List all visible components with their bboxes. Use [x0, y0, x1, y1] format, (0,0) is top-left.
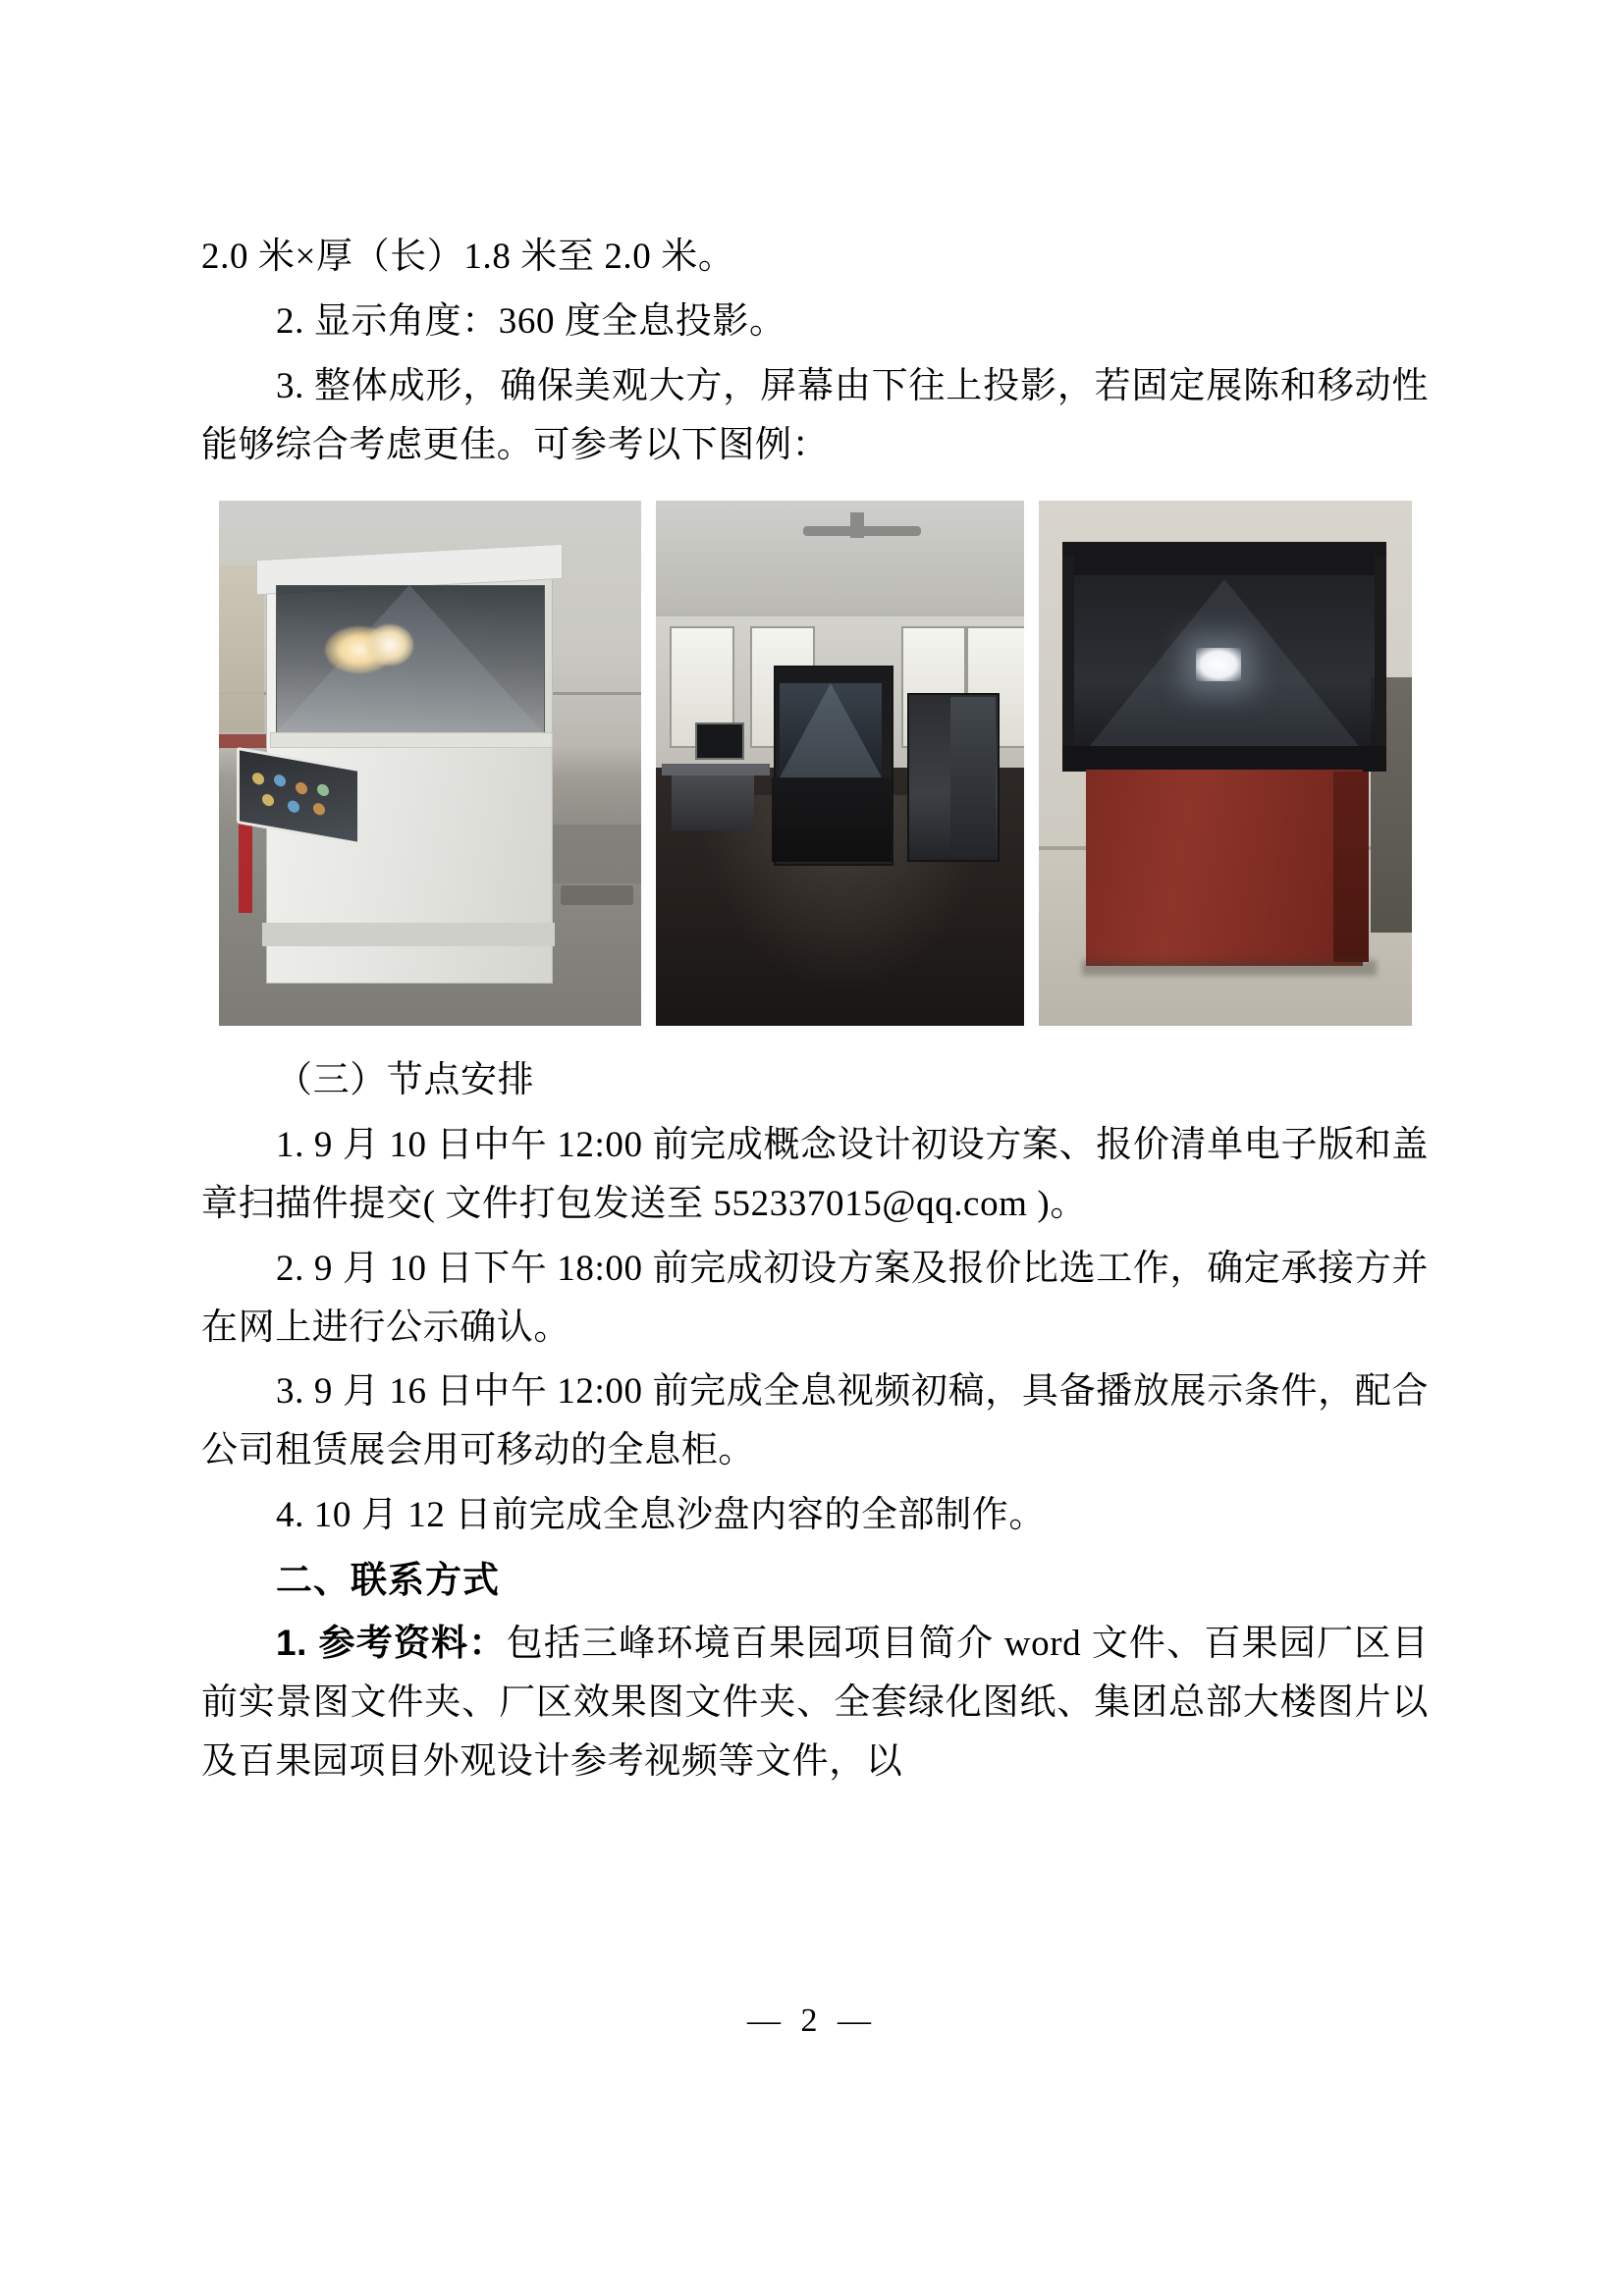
- paragraph-item-2: 2. 显示角度：360 度全息投影。: [276, 300, 786, 342]
- heading-contact: 二、联系方式: [276, 1560, 500, 1601]
- figure-group: [219, 501, 1412, 1026]
- schedule-item-2: 2. 9 月 10 日下午 18:00 前完成初设方案及报价比选工作，确定承接方并在网上进行公示确认。: [201, 1248, 1429, 1348]
- schedule-item-4: 4. 10 月 12 日前完成全息沙盘内容的全部制作。: [276, 1495, 1046, 1536]
- page-content: [201, 228, 1429, 1797]
- photo-white-holographic-cabinet: [219, 501, 641, 1026]
- photo-black-holographic-box-red-base: [1039, 501, 1412, 1026]
- paragraph-dimension: 2.0 米×厚（长）1.8 米至 2.0 米。: [201, 237, 735, 277]
- section-heading-node-arrangement: （三）节点安排: [276, 1059, 535, 1100]
- reference-materials-lead: 1. 参考资料：: [276, 1623, 507, 1664]
- schedule-item-3: 3. 9 月 16 日中午 12:00 前完成全息视频初稿，具备播放展示条件，配合公司租赁展会用可移动的全息柜。: [201, 1371, 1429, 1471]
- paragraph-item-3: 3. 整体成形，确保美观大方，屏幕由下往上投影，若固定展陈和移动性能够综合考虑更佳。可参考以下图例：: [201, 365, 1429, 465]
- paragraph-reference-materials: [201, 1614, 1429, 1791]
- page-number: — 2 —: [747, 2002, 877, 2039]
- photo-dark-room-holographic-cabinet: [656, 501, 1024, 1026]
- reference-materials-text: 包括三峰环境百果园项目简介 word 文件、百果园厂区目前实景图文件夹、厂区效果图文件夹、全套绿化图纸、集团总部大楼图片以及百果园项目外观设计参考视频等文件，以: [201, 1624, 1430, 1783]
- schedule-item-1: 1. 9 月 10 日中午 12:00 前完成概念设计初设方案、报价清单电子版和盖章扫描件提交( 文件打包发送至 552337015@qq.com )。: [201, 1124, 1429, 1224]
